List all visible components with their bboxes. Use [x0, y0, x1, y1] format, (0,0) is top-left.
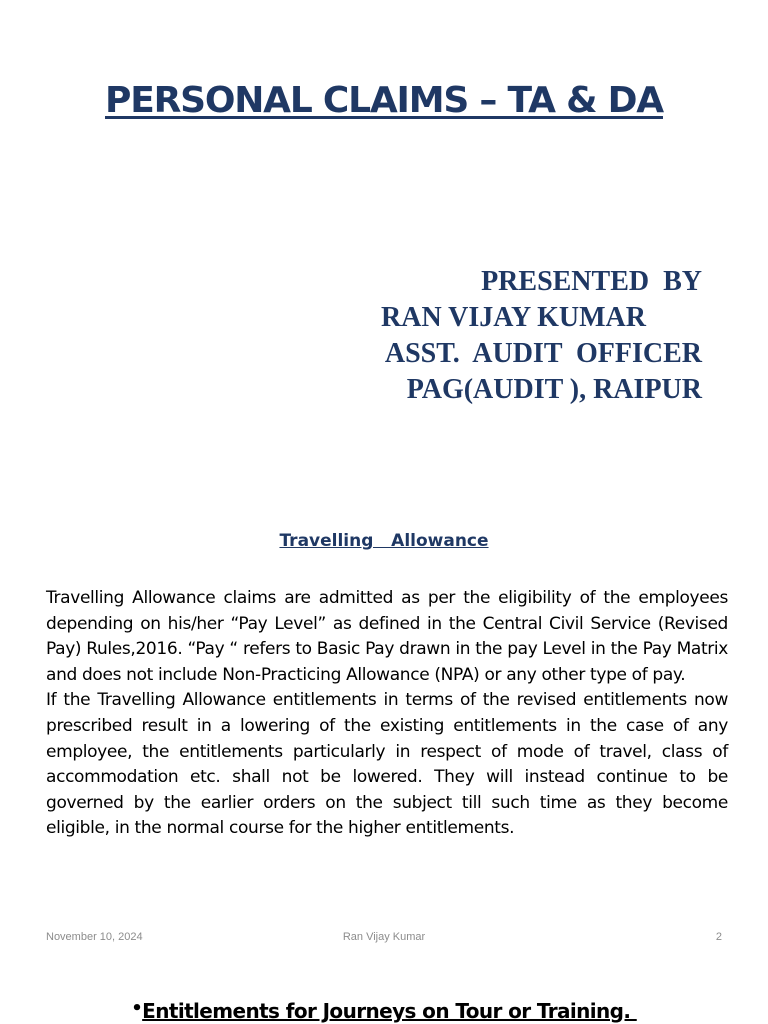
footer-author: Ran Vijay Kumar	[342, 931, 426, 943]
presenter-designation: ASST. AUDIT OFFICER	[384, 338, 702, 369]
body-text	[46, 586, 728, 842]
footer-date: November 10, 2024	[46, 931, 143, 943]
next-slide-heading	[0, 995, 768, 1024]
slide-title	[0, 77, 768, 125]
next-slide-heading-text: Entitlements for Journeys on Tour or Training.	[142, 999, 637, 1023]
presenter-label: PRESENTED BY	[481, 266, 702, 297]
footer-page-number: 2	[715, 931, 722, 943]
presenter-block	[282, 264, 702, 408]
slide-title-text: PERSONAL CLAIMS – TA & DA	[105, 80, 663, 121]
presenter-name: RAN VIJAY KUMAR	[381, 302, 702, 333]
paragraph-entitlements: If the Travelling Allowance entitlements in terms of the revised entitlements now prescribed result in a lowering of the existing entitlements in the case of any employee, the entitlements particularly in respect of mode of travel, class of accommodation etc. shall not be lowered. They will instead continue to be governed by the earlier orders on the subject till such time as they become eligible, in the normal course for the higher entitlements.	[46, 690, 728, 839]
presenter-office: PAG(AUDIT ), RAIPUR	[406, 374, 702, 405]
bullet-icon: •	[131, 998, 143, 1019]
paragraph-eligibility: Travelling Allowance claims are admitted as per the eligibility of the employees depending on his/her “Pay Level” as defined in the Central Civil Service (Revised Pay) Rules,2016. “Pay “ refers to Basic Pay drawn in the pay Level in the Pay Matrix and does not include Non-Practicing Allowance (NPA) or any other type of pay.	[46, 588, 728, 685]
section-heading: Travelling Allowance	[279, 531, 489, 551]
